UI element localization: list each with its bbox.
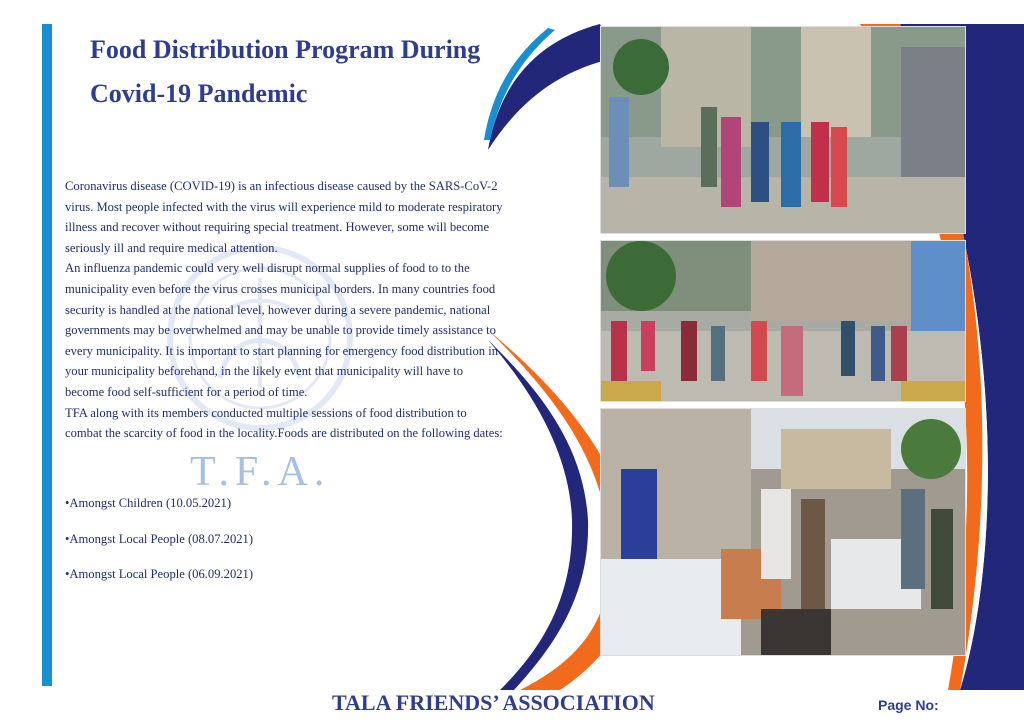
photo-icon — [601, 409, 965, 655]
photo-food-packets — [600, 408, 966, 656]
title-line-1: Food Distribution Program During — [90, 35, 481, 64]
footer-organization-name: TALA FRIENDS’ ASSOCIATION — [332, 690, 655, 715]
list-item: •Amongst Local People (08.07.2021) — [65, 531, 254, 546]
paragraph-covid-intro: Coronavirus disease (COVID-19) is an infectious disease caused by the SARS-CoV-2 virus. Most people infected with the virus will experience mild to moderate respiratory illness and recover without requiring special treatment. However, some will become seriously ill and require medical attention. — [65, 179, 503, 255]
photo-icon — [601, 241, 965, 401]
photo-courtyard-queue — [600, 240, 966, 402]
distribution-dates-list — [65, 496, 253, 603]
title-line-2: Covid-19 Pandemic — [90, 79, 308, 108]
page-title — [90, 28, 530, 116]
paragraph-tfa-sessions: TFA along with its members conducted multiple sessions of food distribution to combat the scarcity of food in the locality.Foods are distributed on the following dates: — [65, 405, 503, 441]
photo-children-distribution — [600, 26, 966, 234]
list-item: •Amongst Children (10.05.2021) — [65, 496, 232, 510]
footer-page-number-label: Page No: — [878, 697, 939, 713]
paragraph-influenza: An influenza pandemic could very well disrupt normal supplies of food to to the municipality even before the virus crosses municipal borders. In many countries food security is handled at the national level, however during a severe pandemic, national governments may be overwhelmed and may be unable to provide timely assistance to every municipality. It is important to start planning for emergency food distribution in your municipality beforehand, in the likely event that municipality will have to become food self-sufficient for a period of time. — [65, 261, 498, 399]
photo-icon — [601, 27, 965, 233]
watermark-text: T.F.A. — [190, 449, 331, 495]
list-item: •Amongst Local People (06.09.2021) — [65, 567, 254, 581]
body-text — [65, 176, 505, 444]
